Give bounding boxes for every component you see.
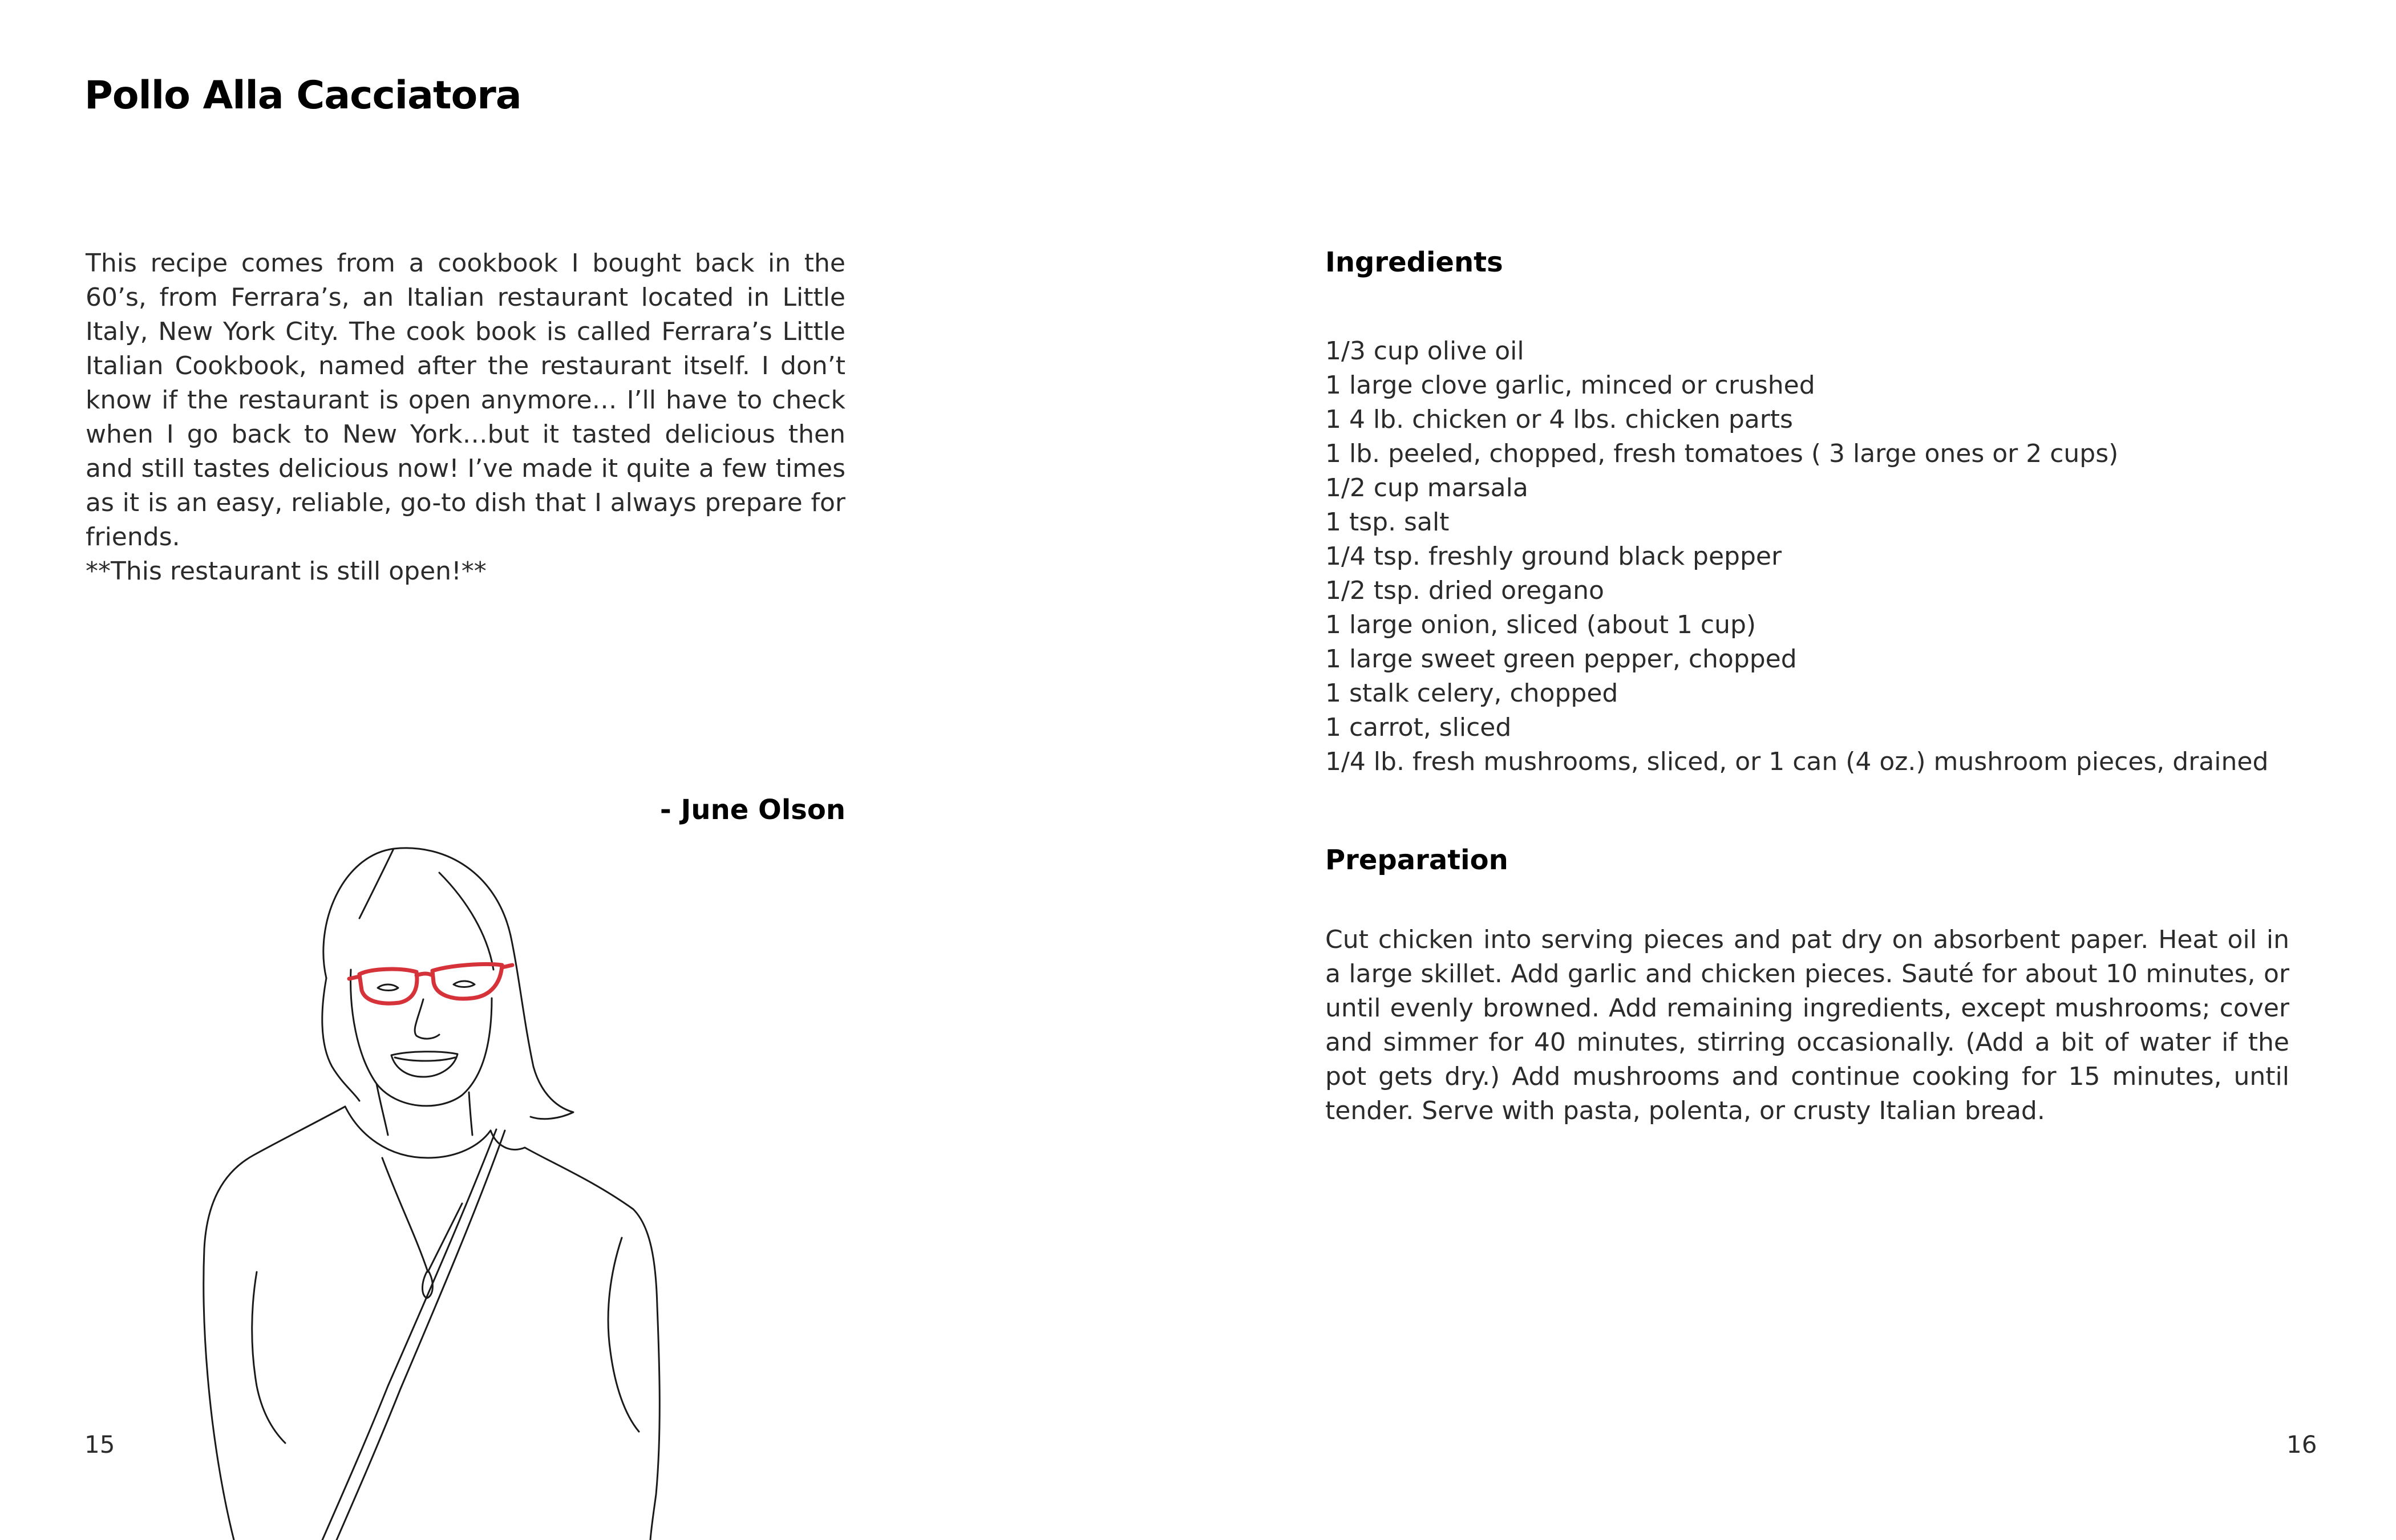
ingredients-list — [1325, 334, 2268, 779]
hair-left — [322, 978, 359, 1101]
ingredient-item: 1 large clove garlic, minced or crushed — [1325, 371, 1815, 400]
glasses — [349, 964, 512, 1003]
ingredient-item: 1 large sweet green pepper, chopped — [1325, 645, 1797, 674]
ingredients-heading: Ingredients — [1325, 246, 1503, 278]
ingredient-item: 1/3 cup olive oil — [1325, 337, 1524, 366]
ingredient-item: 1 carrot, sliced — [1325, 713, 1512, 742]
hair-inner-right — [439, 873, 493, 970]
restaurant-note: **This restaurant is still open!** — [86, 557, 487, 586]
page-number-right: 16 — [2286, 1430, 2317, 1458]
bag-strap-inner — [337, 1130, 505, 1540]
left-eye — [378, 984, 398, 991]
arm-right-fold — [608, 1238, 639, 1432]
ingredient-item: 1 4 lb. chicken or 4 lbs. chicken parts — [1325, 405, 1793, 434]
necklace — [382, 1158, 462, 1272]
hair-part — [359, 849, 394, 918]
neck-left — [377, 1084, 388, 1135]
shoulder-right — [525, 1148, 659, 1540]
nose — [415, 999, 439, 1039]
ingredient-item: 1 tsp. salt — [1325, 508, 1450, 537]
author-signature: - June Olson — [659, 794, 845, 826]
shoulder-left — [204, 1107, 345, 1540]
ingredient-item: 1/4 lb. fresh mushrooms, sliced, or 1 can (4 oz.) mushroom pieces, drained — [1325, 747, 2269, 776]
bag-strap-outer — [322, 1129, 496, 1540]
neck-right — [469, 1092, 472, 1135]
ingredient-item: 1 stalk celery, chopped — [1325, 679, 1618, 708]
ingredient-item: 1 lb. peeled, chopped, fresh tomatoes ( 3 large ones or 2 cups) — [1325, 439, 2119, 468]
recipe-title: Pollo Alla Cacciatora — [84, 73, 521, 118]
page-number-left: 15 — [84, 1430, 115, 1458]
preparation-heading: Preparation — [1325, 844, 1508, 876]
recipe-intro: This recipe comes from a cookbook I bought back in the 60’s, from Ferrara’s, an Italian restaurant located in Little Italy, New York City. The cook book is called Ferrara’s Little Italian Cookbook, named after the restaurant itself. I don’t know if the restaurant is open anymore… I’ll have to check when I go back to New York…but it tasted delicious then and still tastes delicious now! I’ve made it quite a few times as it is an easy, reliable, go-to dish that I always prepare for friends. — [86, 249, 845, 552]
ingredient-item: 1 large onion, sliced (about 1 cup) — [1325, 610, 1756, 639]
right-eye — [454, 981, 475, 987]
ingredient-item: 1/2 cup marsala — [1325, 473, 1528, 502]
mouth — [391, 1052, 458, 1077]
preparation-text: Cut chicken into serving pieces and pat dry on absorbent paper. Heat oil in a large skillet. Add garlic and chicken pieces. Sauté for about 10 minutes, or until evenly browned. Add remaining ingredients, except mushrooms; cover and simmer for 40 minutes, stirring occasionally. (Add a bit of water if the pot gets dry.) Add mushrooms and continue cooking for 15 minutes, until tender. Serve with pasta, polenta, or crusty Italian bread. — [1325, 925, 2289, 1125]
teeth — [395, 1057, 455, 1061]
arm-left-fold — [252, 1272, 285, 1443]
portrait-illustration — [200, 838, 702, 1540]
ingredient-item: 1/4 tsp. freshly ground black pepper — [1325, 542, 1782, 571]
right-page — [1198, 0, 2396, 1540]
ingredient-item: 1/2 tsp. dried oregano — [1325, 576, 1604, 605]
